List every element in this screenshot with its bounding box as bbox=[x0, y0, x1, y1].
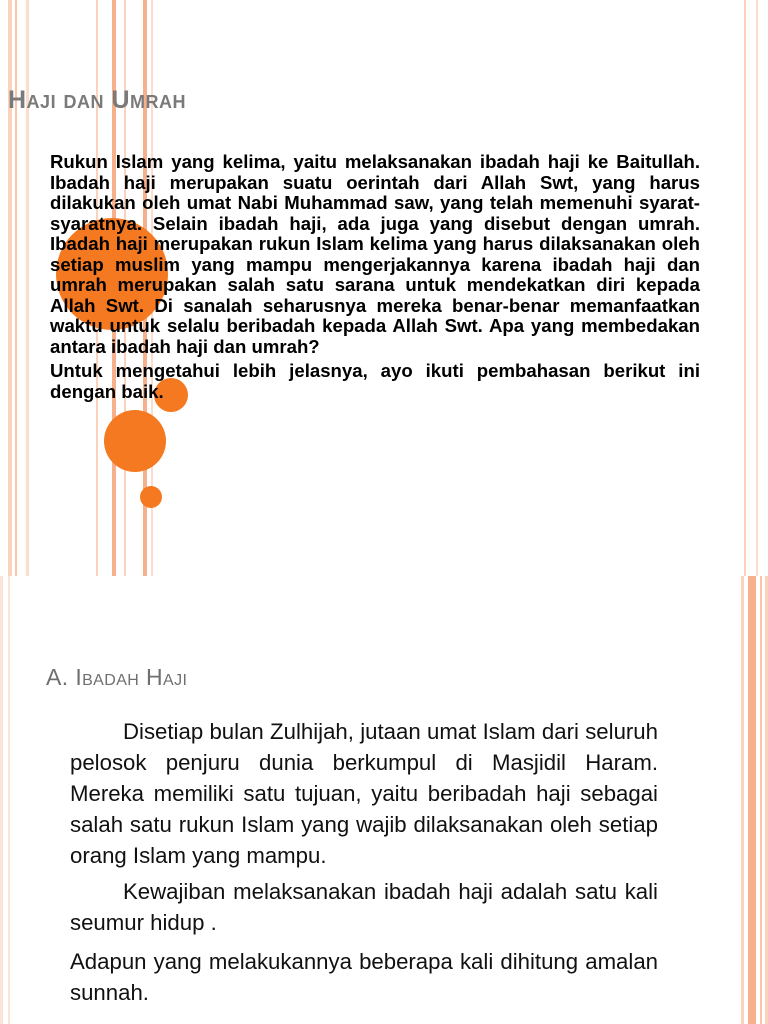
section-title: A. Ibadah Haji bbox=[46, 664, 188, 690]
decor-circle bbox=[140, 486, 162, 508]
intro-text bbox=[50, 152, 700, 402]
decor-stripe bbox=[8, 576, 10, 1024]
decor-stripe bbox=[741, 576, 744, 1024]
section-text bbox=[70, 716, 658, 1008]
decor-stripe bbox=[744, 0, 746, 576]
section-paragraph: Disetiap bulan Zulhijah, jutaan umat Islam dari seluruh pelosok penjuru dunia berkumpul di Masjidil Haram. Mereka memiliki satu tujuan, yaitu beribadah haji sebagai salah satu rukun Islam yang wajib dilaksanakan oleh setiap orang Islam yang mampu. bbox=[70, 719, 658, 868]
decor-stripe bbox=[748, 576, 756, 1024]
decor-circle bbox=[104, 410, 166, 472]
intro-paragraph: Untuk mengetahui lebih jelasnya, ayo ikuti pembahasan berikut ini dengan baik. bbox=[50, 360, 700, 402]
slide-ibadah-haji bbox=[0, 576, 768, 1024]
slide-title: Haji dan Umrah bbox=[8, 86, 186, 114]
decor-stripe bbox=[756, 0, 758, 576]
section-paragraph: Kewajiban melaksanakan ibadah haji adalah satu kali seumur hidup . bbox=[70, 879, 658, 935]
section-paragraph: Adapun yang melakukannya beberapa kali dihitung amalan sunnah. bbox=[70, 949, 658, 1005]
intro-paragraph: Rukun Islam yang kelima, yaitu melaksanakan ibadah haji ke Baitullah. Ibadah haji merupakan suatu oerintah dari Allah Swt, yang harus dilakukan oleh umat Nabi Muhammad saw, yang telah memenuhi syarat-syaratnya. Selain ibadah haji, ada juga yang disebut dengan umrah. Ibadah haji merupakan rukun Islam kelima yang harus dilaksanakan oleh setiap muslim yang mampu mengerjakannya karena ibadah haji dan umrah merupakan salah satu sarana untuk mendekatkan diri kepada Allah Swt. Di sanalah seharusnya mereka benar-benar memanfaatkan waktu untuk selalu beribadah kepada Allah Swt. Apa yang membedakan antara ibadah haji dan umrah? bbox=[50, 151, 700, 357]
decor-stripe bbox=[0, 576, 3, 1024]
decor-stripe bbox=[760, 576, 762, 1024]
